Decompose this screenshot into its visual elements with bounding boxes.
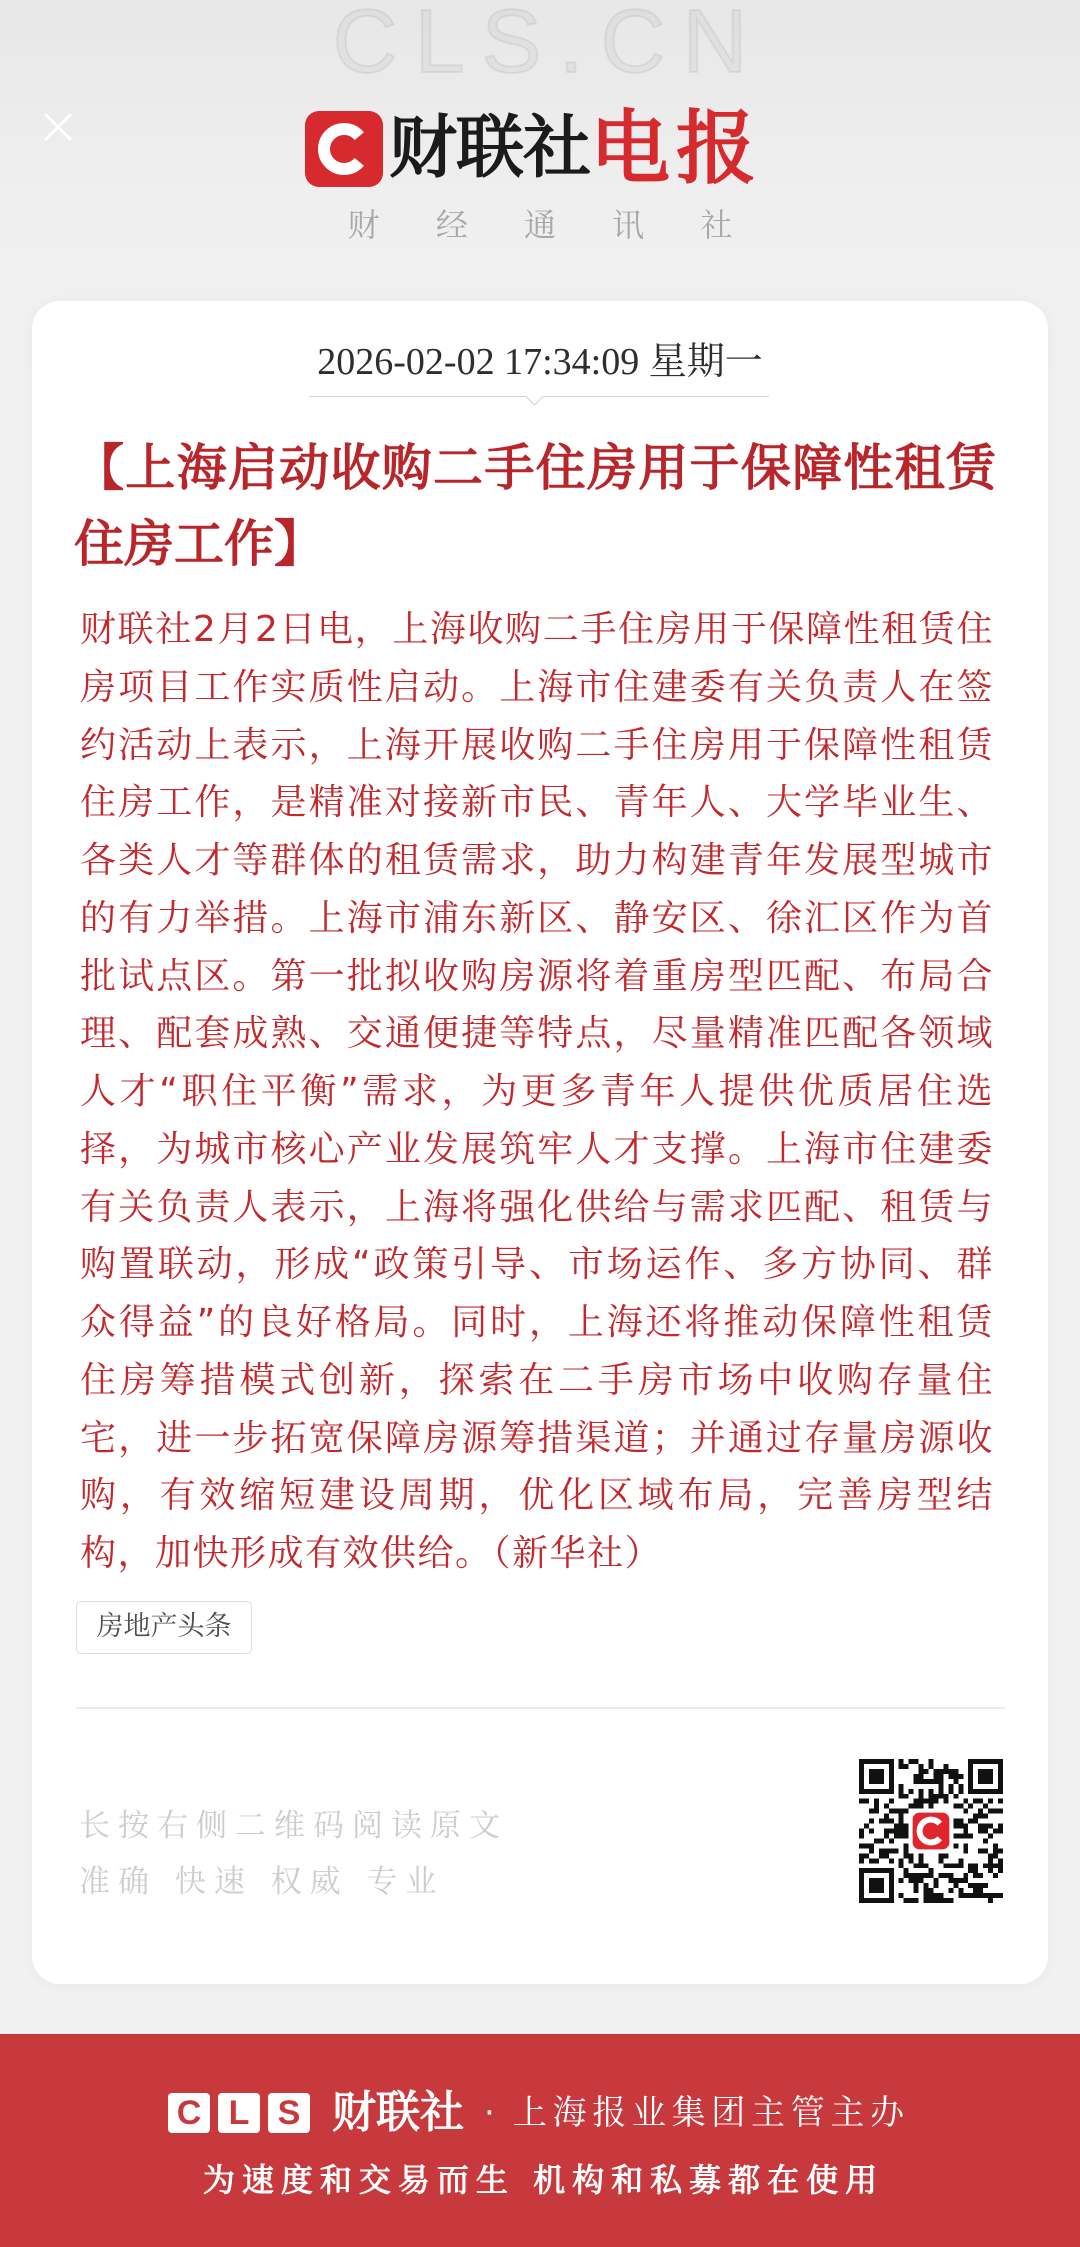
qr-code-icon[interactable]	[859, 1759, 1003, 1903]
share-divider	[76, 1707, 1005, 1709]
qr-center-logo-icon	[909, 1809, 954, 1854]
brand-tagline: 财 经 通 讯 社	[347, 206, 756, 244]
title-line: 【上海启动收购二手住房用于保障性租赁	[74, 438, 996, 497]
cls-logo-letter: L	[218, 2093, 260, 2133]
body-line: 财联社2月2日电，上海收购二手住房用于保障性租赁住	[80, 609, 994, 650]
footer-band	[0, 2034, 1080, 2247]
footer-slogan: 为速度和交易而生 机构和私募都在使用	[202, 2161, 885, 2199]
body-line: 各类人才等群体的租赁需求，助力构建青年发展型城市	[80, 840, 994, 881]
article-title	[74, 430, 996, 582]
close-icon[interactable]	[40, 109, 76, 145]
body-line: 有关负责人表示，上海将强化供给与需求匹配、租赁与	[80, 1186, 994, 1228]
body-line: 理、配套成熟、交通便捷等特点，尽量精准匹配各领域	[80, 1013, 994, 1055]
footer-brand: 财联社	[332, 2087, 464, 2138]
qr-finder	[859, 1759, 894, 1794]
brand-suffix: 电报	[590, 102, 763, 195]
footer-separator: ·	[484, 2093, 495, 2133]
body-line: 批试点区。第一批拟收购房源将着重房型匹配、布局合	[80, 955, 994, 997]
body-line: 住房工作，是精准对接新市民、青年人、大学毕业生、	[80, 782, 994, 824]
brand-logo	[305, 102, 763, 195]
article-datetime: 2026-02-02 17:34:09 星期一	[317, 341, 763, 383]
body-line: 住房筹措模式创新，探索在二手房市场中收购存量住	[80, 1359, 994, 1401]
qr-hint-text: 长按右侧二维码阅读原文	[79, 1808, 508, 1844]
cls-c-logo-icon	[305, 111, 383, 187]
share-slogan: 准确 快速 权威 专业	[79, 1864, 445, 1900]
article-body	[80, 601, 994, 1583]
footer-org: 上海报业集团主管主办	[512, 2093, 910, 2133]
body-line: 人才“职住平衡”需求，为更多青年人提供优质居住选	[80, 1071, 994, 1112]
body-line: 众得益”的良好格局。同时，上海还将推动保障性租赁	[80, 1302, 994, 1343]
brand-name: 财联社	[389, 109, 591, 188]
cls-logo-letter: C	[168, 2093, 210, 2133]
article-card	[32, 301, 1048, 1984]
body-line: 房项目工作实质性启动。上海市住建委有关负责人在签	[80, 666, 994, 708]
body-line: 购，有效缩短建设周期，优化区域布局，完善房型结	[80, 1475, 994, 1517]
body-line: 购置联动，形成“政策引导、市场运作、多方协同、群	[80, 1244, 994, 1286]
body-line: 择，为城市核心产业发展筑牢人才支撑。上海市住建委	[80, 1128, 994, 1170]
body-line: 的有力举措。上海市浦东新区、静安区、徐汇区作为首	[80, 897, 994, 939]
qr-finder	[859, 1868, 894, 1903]
body-line: 宅，进一步拓宽保障房源筹措渠道；并通过存量房源收	[80, 1417, 994, 1459]
title-line: 住房工作】	[74, 514, 324, 573]
body-line: 构，加快形成有效供给。（新华社）	[80, 1533, 663, 1574]
category-tag[interactable]: 房地产头条	[76, 1601, 252, 1654]
qr-finder	[968, 1759, 1003, 1794]
body-line: 约活动上表示，上海开展收购二手住房用于保障性租赁	[80, 724, 994, 766]
watermark: CLS.CN	[332, 0, 765, 92]
datetime-caret	[525, 387, 543, 405]
footer-brand-row	[168, 2087, 910, 2138]
cls-logo-letter: S	[268, 2093, 310, 2133]
